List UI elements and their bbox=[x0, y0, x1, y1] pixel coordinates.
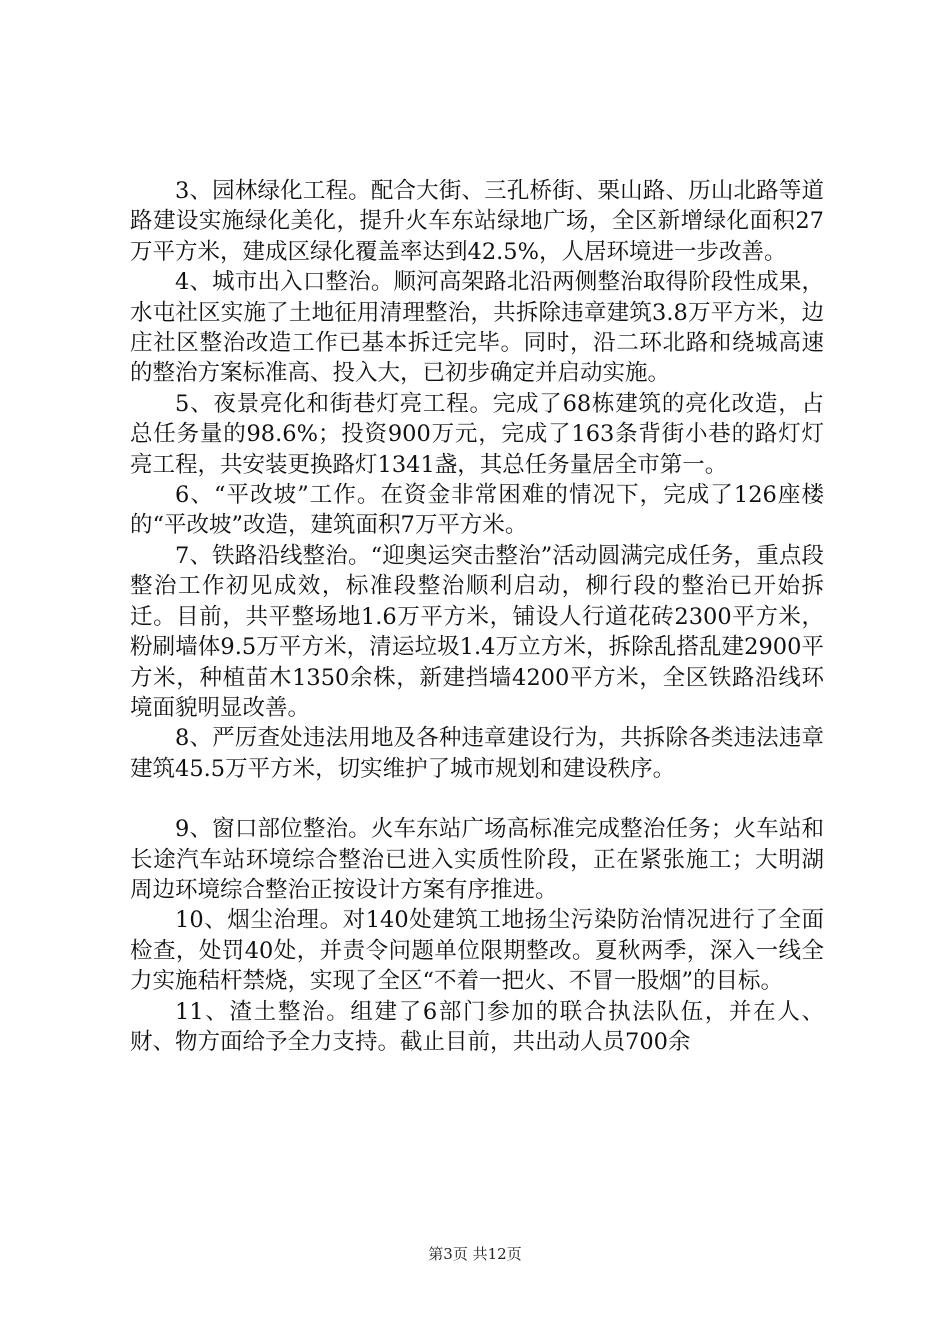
paragraph-9-window-areas: 9、窗口部位整治。火车东站广场高标准完成整治任务；火车站和长途汽车站环境综合整治已进入实质性阶段，正在紧张施工；大明湖周边环境综合整治正按设计方案有序推进。 bbox=[130, 816, 824, 903]
paragraph-6-flat-to-slope: 6、“平改坡”工作。在资金非常困难的情况下，完成了126座楼的“平改坡”改造，建筑面积7万平方米。 bbox=[130, 482, 824, 539]
paragraph-7-railway: 7、铁路沿线整治。“迎奥运突击整治”活动圆满完成任务，重点段整治工作初见成效，标准段整治顺利启动，柳行段的整治已开始拆迁。目前，共平整场地1.6万平方米，铺设人行道花砖2300平方米，粉刷墙体9.5万平方米，清运垃圾1.4万立方米，拆除乱搭乱建2900平方米，种植苗木1350余株，新建挡墙4200平方米，全区铁路沿线环境面貌明显改善。 bbox=[130, 542, 824, 721]
paragraph-8-illegal-construction: 8、严厉查处违法用地及各种违章建设行为，共拆除各类违法违章建筑45.5万平方米，切实维护了城市规划和建设秩序。 bbox=[130, 725, 824, 782]
document-body bbox=[130, 176, 824, 1057]
paragraph-11-muck-control: 11、渣土整治。组建了6部门参加的联合执法队伍，并在人、财、物方面给予全力支持。截止目前，共出动人员700余 bbox=[130, 998, 824, 1055]
page-footer bbox=[0, 1243, 950, 1264]
paragraph-10-dust-control: 10、烟尘治理。对140处建筑工地扬尘污染防治情况进行了全面检查，处罚40处，并责令问题单位限期整改。夏秋两季，深入一线全力实施秸杆禁烧，实现了全区“不着一把火、不冒一股烟”的目标。 bbox=[130, 907, 824, 995]
page-number: 第3页 共12页 bbox=[428, 1245, 522, 1263]
paragraph-4-city-entrances: 4、城市出入口整治。顺河高架路北沿两侧整治取得阶段性成果，水屯社区实施了土地征用清理整治，共拆除违章建筑3.8万平方米，边庄社区整治改造工作已基本拆迁完毕。同时，沿二环北路和绕城高速的整治方案标准高、投入大，已初步确定并启动实施。 bbox=[130, 269, 824, 387]
paragraph-5-night-lighting: 5、夜景亮化和街巷灯亮工程。完成了68栋建筑的亮化改造，占总任务量的98.6%；投资900万元，完成了163条背街小巷的路灯灯亮工程，共安装更换路灯1341盏，其总任务量居全市第一。 bbox=[130, 390, 824, 478]
paragraph-3-landscaping: 3、园林绿化工程。配合大街、三孔桥街、栗山路、历山北路等道路建设实施绿化美化，提升火车东站绿地广场，全区新增绿化面积27万平方米，建成区绿化覆盖率达到42.5%，人居环境进一步改善。 bbox=[130, 178, 824, 265]
